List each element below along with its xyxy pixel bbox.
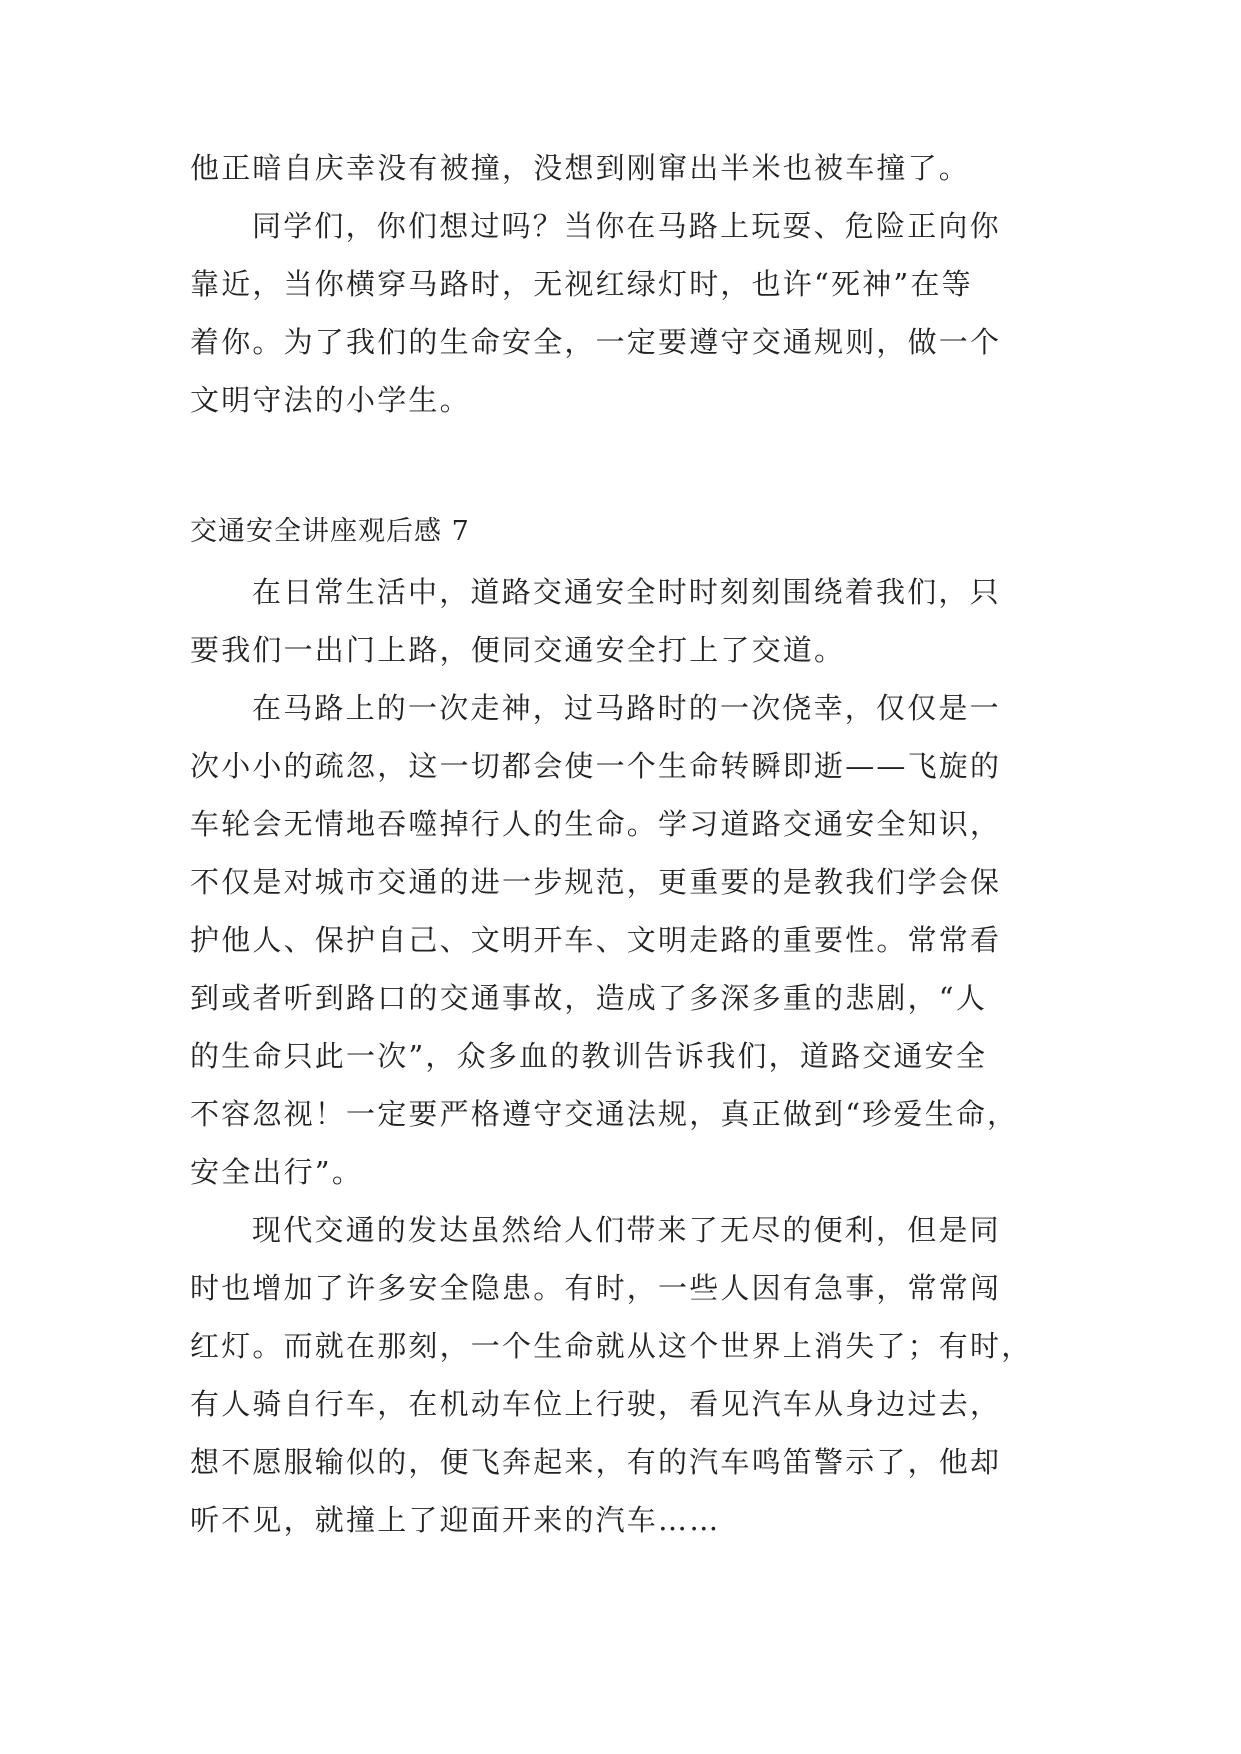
paragraph-line: 靠近，当你横穿马路时，无视红绿灯时，也许“死神”在等 — [190, 267, 973, 301]
paragraph-line: 安全出行”。 — [190, 1155, 364, 1189]
paragraph-line: 要我们一出门上路，便同交通安全打上了交道。 — [190, 633, 846, 667]
paragraph-line: 时也增加了许多安全隐患。有时，一些人因有急事，常常闯 — [190, 1271, 1002, 1305]
paragraph-line: 听不见，就撞上了迎面开来的汽车…… — [190, 1503, 721, 1537]
paragraph-line: 文明守法的小学生。 — [190, 383, 471, 417]
paragraph-line: 想不愿服输似的，便飞奔起来，有的汽车鸣笛警示了，他却 — [190, 1445, 1002, 1479]
paragraph-line: 护他人、保护自己、文明开车、文明走路的重要性。常常看 — [190, 923, 1002, 957]
paragraph-line: 有人骑自行车，在机动车位上行驶，看见汽车从身边过去， — [190, 1387, 1002, 1421]
paragraph-line: 不仅是对城市交通的进一步规范，更重要的是教我们学会保 — [190, 865, 1002, 899]
paragraph-line: 同学们，你们想过吗？当你在马路上玩耍、危险正向你 — [252, 209, 1001, 243]
paragraph-line: 的生命只此一次”，众多血的教训告诉我们，道路交通安全 — [190, 1039, 988, 1073]
paragraph-line: 在马路上的一次走神，过马路时的一次侥幸，仅仅是一 — [252, 691, 1001, 725]
section-title: 交通安全讲座观后感 7 — [190, 516, 470, 547]
paragraph-line: 红灯。而就在那刻，一个生命就从这个世界上消失了；有时， — [190, 1329, 1033, 1363]
paragraph-line: 着你。为了我们的生命安全，一定要遵守交通规则，做一个 — [190, 325, 1002, 359]
paragraph-line: 他正暗自庆幸没有被撞，没想到刚窜出半米也被车撞了。 — [190, 151, 971, 185]
paragraph-line: 不容忽视！一定要严格遵守交通法规，真正做到“珍爱生命， — [190, 1097, 1019, 1131]
paragraph-line: 现代交通的发达虽然给人们带来了无尽的便利，但是同 — [252, 1213, 1001, 1247]
paragraph-line: 车轮会无情地吞噬掉行人的生命。学习道路交通安全知识， — [190, 807, 1002, 841]
paragraph-line: 到或者听到路口的交通事故，造成了多深多重的悲剧，“人 — [190, 981, 988, 1015]
paragraph-line: 在日常生活中，道路交通安全时时刻刻围绕着我们，只 — [252, 575, 1001, 609]
paragraph-line: 次小小的疏忽，这一切都会使一个生命转瞬即逝——飞旋的 — [190, 749, 1002, 783]
